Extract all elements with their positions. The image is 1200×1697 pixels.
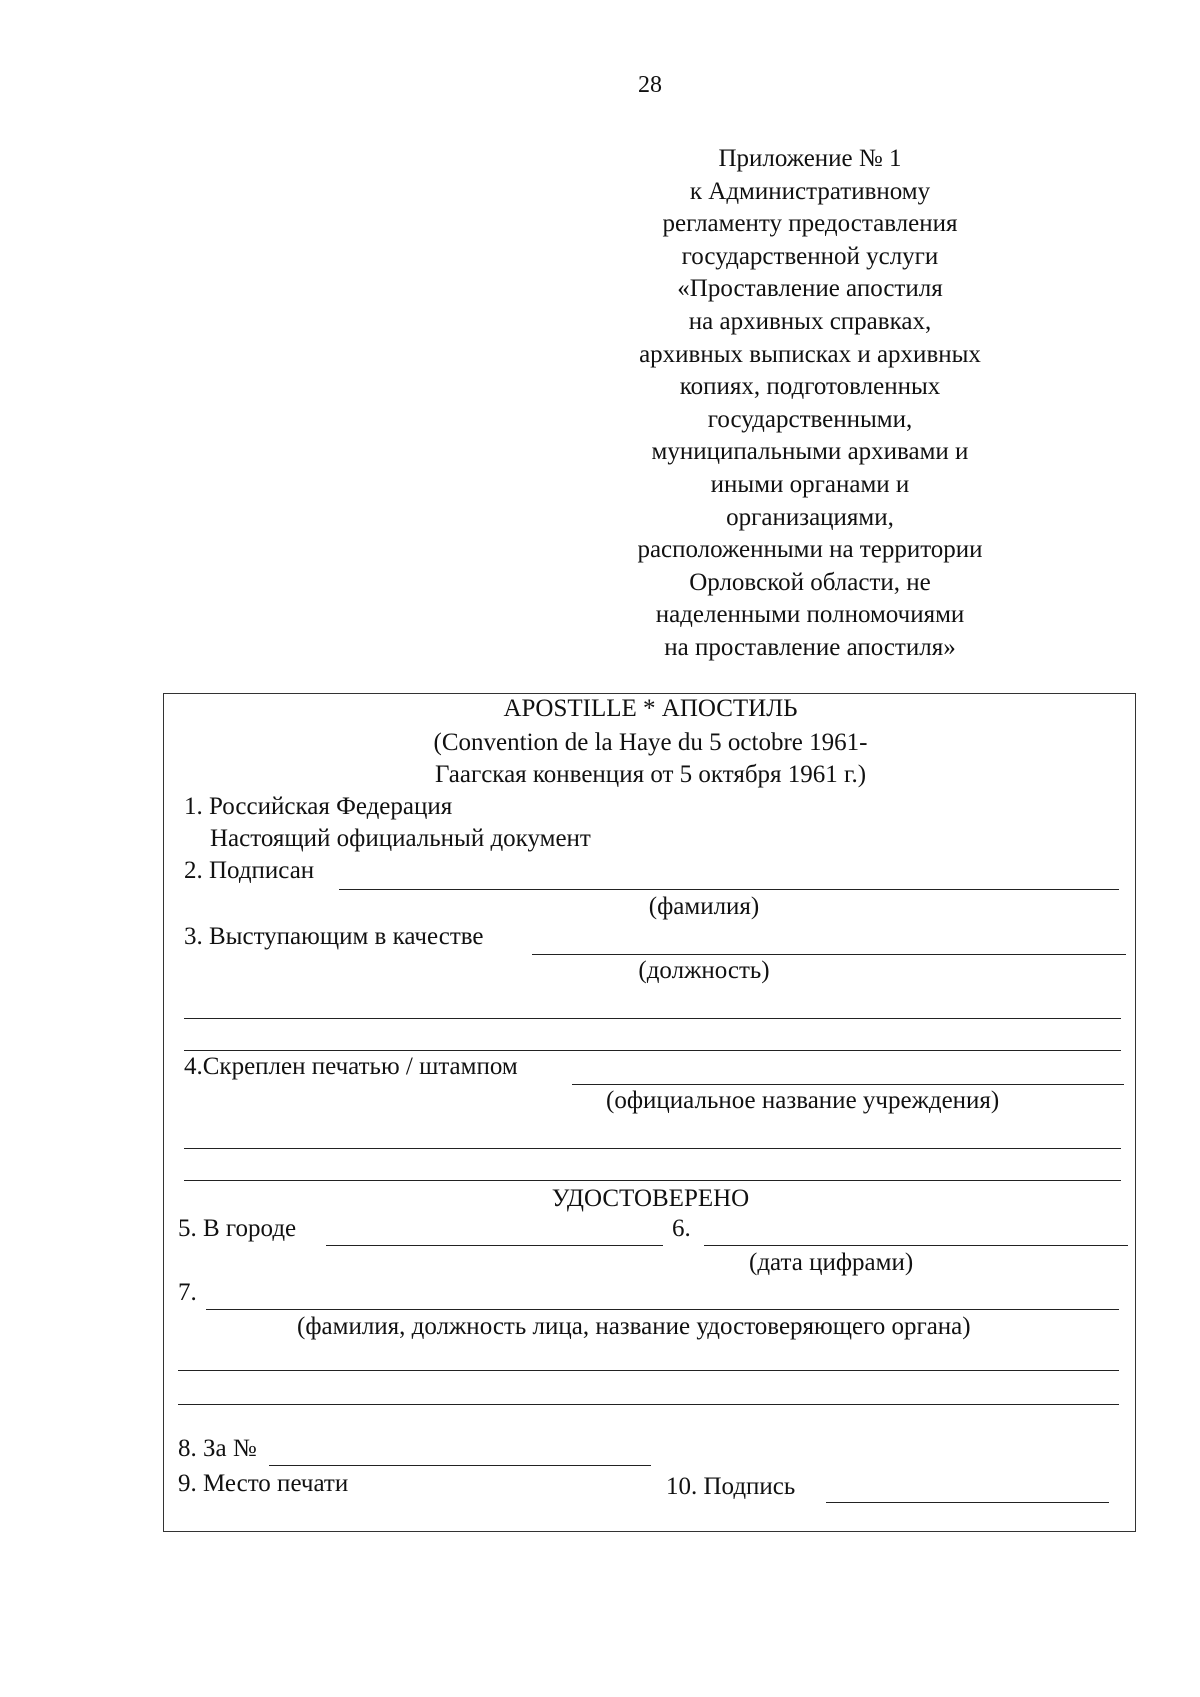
- appendix-line: Приложение № 1: [718, 145, 902, 172]
- caption-surname: (фамилия): [648, 893, 760, 920]
- appendix-header: [600, 143, 1020, 665]
- certifier-field-line-2[interactable]: [178, 1370, 1119, 1371]
- seal-field[interactable]: [572, 1084, 1124, 1085]
- capacity-field-line-3[interactable]: [184, 1050, 1121, 1051]
- item-7-label: 7.: [178, 1279, 197, 1306]
- appendix-line: к Административному: [689, 177, 931, 205]
- seal-field-line-3[interactable]: [184, 1180, 1121, 1181]
- appendix-line: расположенными на территории: [637, 536, 983, 564]
- item-6-label: 6.: [672, 1215, 691, 1242]
- form-title: APOSTILLE * АПОСТИЛЬ: [503, 695, 798, 722]
- seal-field-line-2[interactable]: [184, 1148, 1121, 1149]
- apostille-form: [163, 693, 1136, 1532]
- appendix-line: иными органами и: [710, 470, 910, 498]
- capacity-field[interactable]: [532, 954, 1126, 955]
- appendix-line: копиях, подготовленных: [679, 373, 941, 401]
- city-field[interactable]: [326, 1245, 663, 1246]
- caption-institution-name: (официальное название учреждения): [606, 1087, 1000, 1114]
- date-field[interactable]: [704, 1245, 1128, 1246]
- caption-position: (должность): [638, 957, 770, 984]
- caption-date-digits: (дата цифрами): [749, 1249, 914, 1276]
- capacity-field-line-2[interactable]: [184, 1018, 1121, 1019]
- appendix-line: на проставление апостиля»: [664, 633, 956, 661]
- item-10-label: 10. Подпись: [666, 1473, 796, 1500]
- number-field[interactable]: [269, 1465, 651, 1466]
- appendix-line: государственной услуги: [681, 242, 939, 270]
- appendix-line: на архивных справках,: [688, 307, 932, 335]
- appendix-line: «Проставление апостиля: [677, 275, 943, 303]
- appendix-line: Орловской области, не: [689, 568, 931, 596]
- form-subtitle-convention: (Convention de la Haye du 5 octobre 1961-: [433, 729, 868, 756]
- item-1-country: 1. Российская Федерация: [184, 793, 453, 820]
- caption-certifier: (фамилия, должность лица, название удостоверяющего органа): [297, 1313, 971, 1340]
- signed-by-field[interactable]: [339, 889, 1119, 890]
- certifier-field-line-3[interactable]: [178, 1404, 1119, 1405]
- certified-heading: УДОСТОВЕРЕНО: [551, 1185, 750, 1212]
- item-3-label: 3. Выступающим в качестве: [184, 923, 484, 950]
- signature-field[interactable]: [826, 1502, 1109, 1503]
- page-number: 28: [638, 72, 662, 98]
- item-4-label: 4.Скреплен печатью / штампом: [184, 1053, 518, 1080]
- item-2-label: 2. Подписан: [184, 857, 315, 884]
- appendix-line: архивных выписках и архивных: [639, 340, 981, 368]
- appendix-line: организациями,: [726, 503, 894, 531]
- item-8-label: 8. За №: [178, 1435, 257, 1462]
- item-9-label: 9. Место печати: [178, 1470, 349, 1497]
- appendix-line: муниципальными архивами и: [651, 438, 969, 466]
- appendix-line: регламенту предоставления: [662, 210, 958, 238]
- form-subtitle-convention-ru: Гаагская конвенция от 5 октября 1961 г.): [434, 761, 867, 788]
- appendix-line: наделенными полномочиями: [655, 601, 965, 629]
- appendix-line: государственными,: [707, 405, 913, 433]
- item-5-label: 5. В городе: [178, 1215, 297, 1242]
- certifier-field[interactable]: [206, 1309, 1119, 1310]
- item-1-document: Настоящий официальный документ: [210, 825, 591, 852]
